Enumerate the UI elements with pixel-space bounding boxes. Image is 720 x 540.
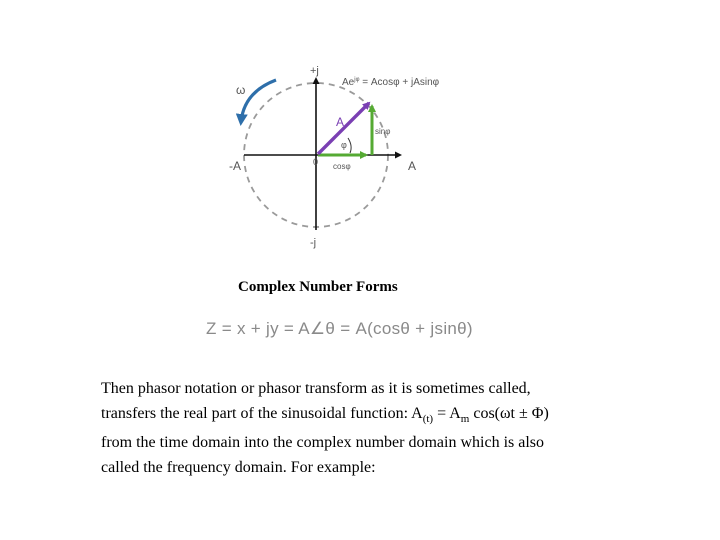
caption: Complex Number Forms xyxy=(238,279,398,295)
rotation-arrow xyxy=(241,80,276,122)
line2-subscript-m: m xyxy=(460,412,470,425)
origin-label: 0 xyxy=(313,157,319,167)
phasor-equation xyxy=(342,77,440,88)
complex-formula: Z = x + jy = A∠θ = A(cosθ + jsinθ) xyxy=(206,319,473,338)
explanation-paragraph xyxy=(101,377,661,480)
axis-label-pos-a: A xyxy=(408,159,417,173)
omega-label: ω xyxy=(236,83,246,97)
phasor-label: A xyxy=(336,115,345,129)
paragraph-line-3: from the time domain into the complex number domain which is also xyxy=(101,434,545,452)
line2-subscript-t: (t) xyxy=(422,412,434,425)
paragraph-line-1: Then phasor notation or phasor transform as it is sometimes called, xyxy=(101,380,531,397)
equation-base: Ae xyxy=(342,77,355,88)
axis-label-neg-a: -A xyxy=(229,159,241,173)
equation-rhs: = Acosφ + jAsinφ xyxy=(359,77,440,88)
line2-part-a: transfers the real part of the sinusoidal function: A xyxy=(101,404,423,422)
line2-part-b: = A xyxy=(433,404,461,422)
cos-label: cosφ xyxy=(333,162,351,171)
line2-part-c: cos(ωt ± Φ) xyxy=(469,404,549,422)
axis-label-neg-j: -j xyxy=(310,237,317,249)
angle-arc xyxy=(348,138,351,153)
equation-exponent: jφ xyxy=(354,77,360,83)
paragraph-line-2 xyxy=(101,402,661,432)
phi-label: φ xyxy=(341,140,347,150)
sin-label: sinφ xyxy=(375,127,391,136)
paragraph-line-4: called the frequency domain. For example: xyxy=(101,458,376,476)
axis-label-pos-j: +j xyxy=(310,65,319,77)
